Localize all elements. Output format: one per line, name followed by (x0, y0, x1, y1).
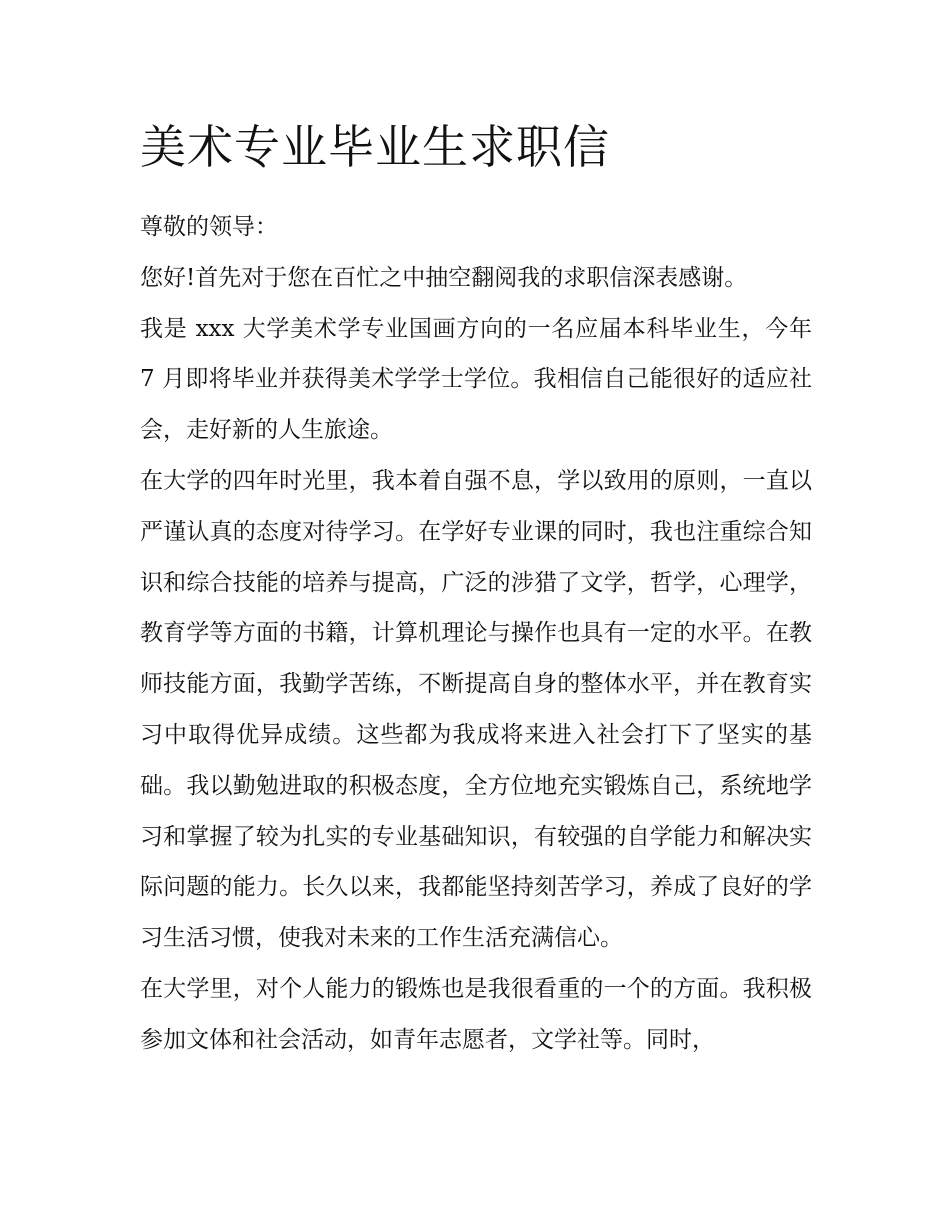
paragraph-study: 在大学的四年时光里，我本着自强不息，学以致用的原则，一直以严谨认真的态度对待学习。在学好专业课的同时，我也注重综合知识和综合技能的培养与提高，广泛的涉猎了文学，哲学，心理学，教育学等方面的书籍，计算机理论与操作也具有一定的水平。在教师技能方面，我勤学苦练，不断提高自身的整体水平，并在教育实习中取得优异成绩。这些都为我成将来进入社会打下了坚实的基础。我以勤勉进取的积极态度，全方位地充实锻炼自己，系统地学习和掌握了较为扎实的专业基础知识，有较强的自学能力和解决实际问题的能力。长久以来，我都能坚持刻苦学习，养成了良好的学习生活习惯，使我对未来的工作生活充满信心。 (140, 467, 812, 952)
paragraph-activities: 在大学里，对个人能力的锻炼也是我很看重的一个的方面。我积极参加文体和社会活动，如青年志愿者，文学社等。同时， (140, 975, 812, 1053)
paragraph-intro: 您好!首先对于您在百忙之中抽空翻阅我的求职信深表感谢。 (140, 264, 748, 291)
document-title: 美术专业毕业生求职信 (140, 120, 610, 174)
greeting: 尊敬的领导： (140, 214, 278, 240)
document-page (140, 112, 812, 1066)
paragraph-background: 我是 xxx 大学美术学专业国画方向的一名应届本科毕业生，今年 7 月即将毕业并获得美术学学士学位。我相信自己能很好的适应社会，走好新的人生旅途。 (140, 315, 812, 444)
